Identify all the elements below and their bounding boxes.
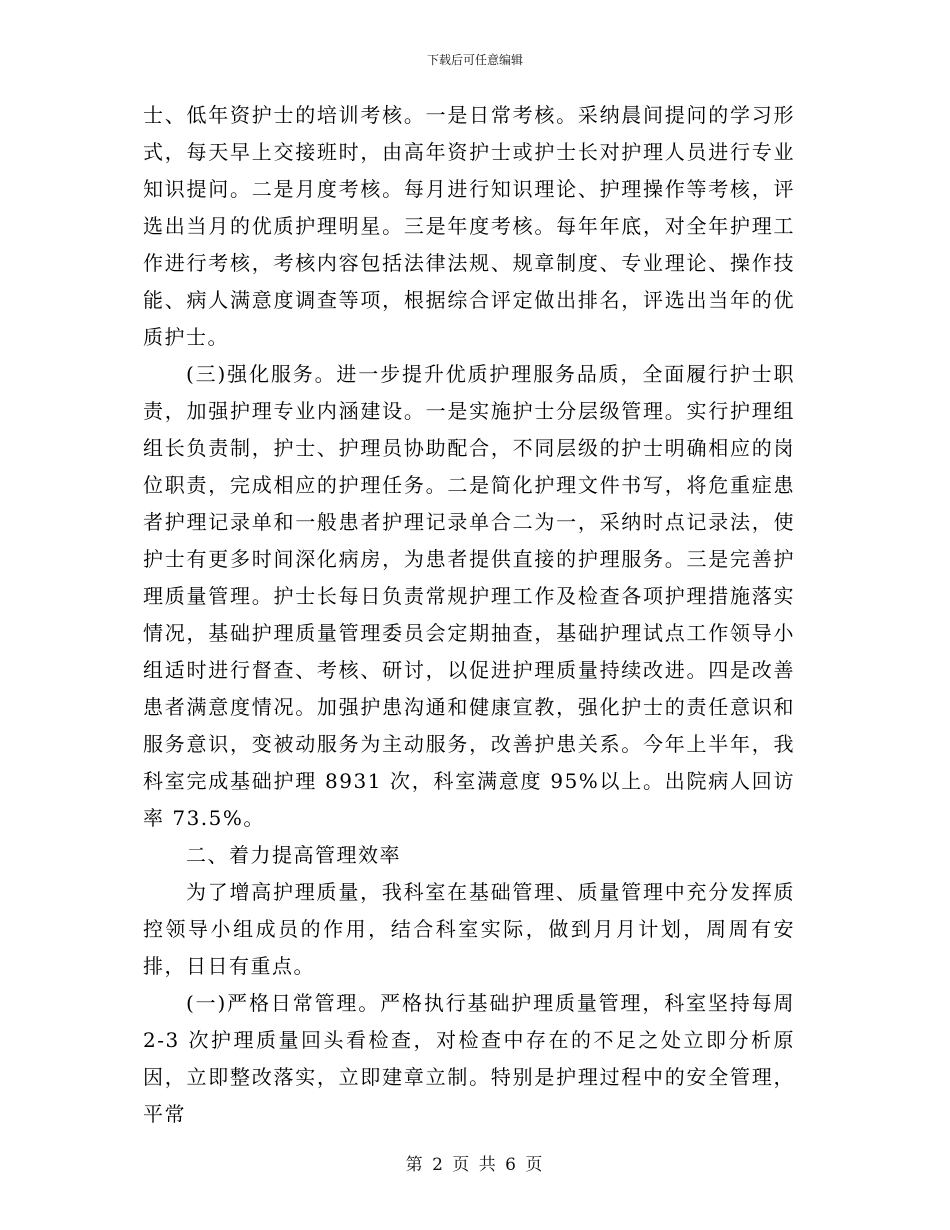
paragraph-daily-management: (一)严格日常管理。严格执行基础护理质量管理，科室坚持每周 2-3 次护理质量回头看检查，对检查中存在的不足之处立即分析原因，立即整改落实，立即建章立制。特别是护理过程中的安全管理，平常 <box>143 991 795 1126</box>
page-header-note: 下载后可任意编辑 <box>426 53 523 67</box>
paragraph-quality-control: 为了增高护理质量，我科室在基础管理、质量管理中充分发挥质控领导小组成员的作用，结合科室实际，做到月月计划，周周有安排，日日有重点。 <box>143 880 795 978</box>
section-heading-management-efficiency: 二、着力提高管理效率 <box>186 843 401 867</box>
paragraph-training-assessment: 士、低年资护士的培训考核。一是日常考核。采纳晨间提问的学习形式，每天早上交接班时，由高年资护士或护士长对护理人员进行专业知识提问。二是月度考核。每月进行知识理论、护理操作等考核，评选出当月的优质护理明星。三是年度考核。每年年底，对全年护理工作进行考核，考核内容包括法律法规、规章制度、专业理论、操作技能、病人满意度调查等项，根据综合评定做出排名，评选出当年的优质护士。 <box>143 103 795 349</box>
paragraph-strengthen-service: (三)强化服务。进一步提升优质护理服务品质，全面履行护士职责，加强护理专业内涵建设。一是实施护士分层级管理。实行护理组组长负责制，护士、护理员协助配合，不同层级的护士明确相应的岗位职责，完成相应的护理任务。二是简化护理文件书写，将危重症患者护理记录单和一般患者护理记录单合二为一，采纳时点记录法，使护士有更多时间深化病房，为患者提供直接的护理服务。三是完善护理质量管理。护士长每日负责常规护理工作及检查各项护理措施落实情况，基础护理质量管理委员会定期抽查，基础护理试点工作领导小组适时进行督查、考核、研讨，以促进护理质量持续改进。四是改善患者满意度情况。加强护患沟通和健康宣教，强化护士的责任意识和服务意识，变被动服务为主动服务，改善护患关系。今年上半年，我科室完成基础护理 8931 次，科室满意度 95%以上。出院病人回访率 73.5%。 <box>143 362 795 830</box>
page-number: 第 2 页 共 6 页 <box>405 1155 545 1175</box>
document-body <box>143 97 795 1133</box>
